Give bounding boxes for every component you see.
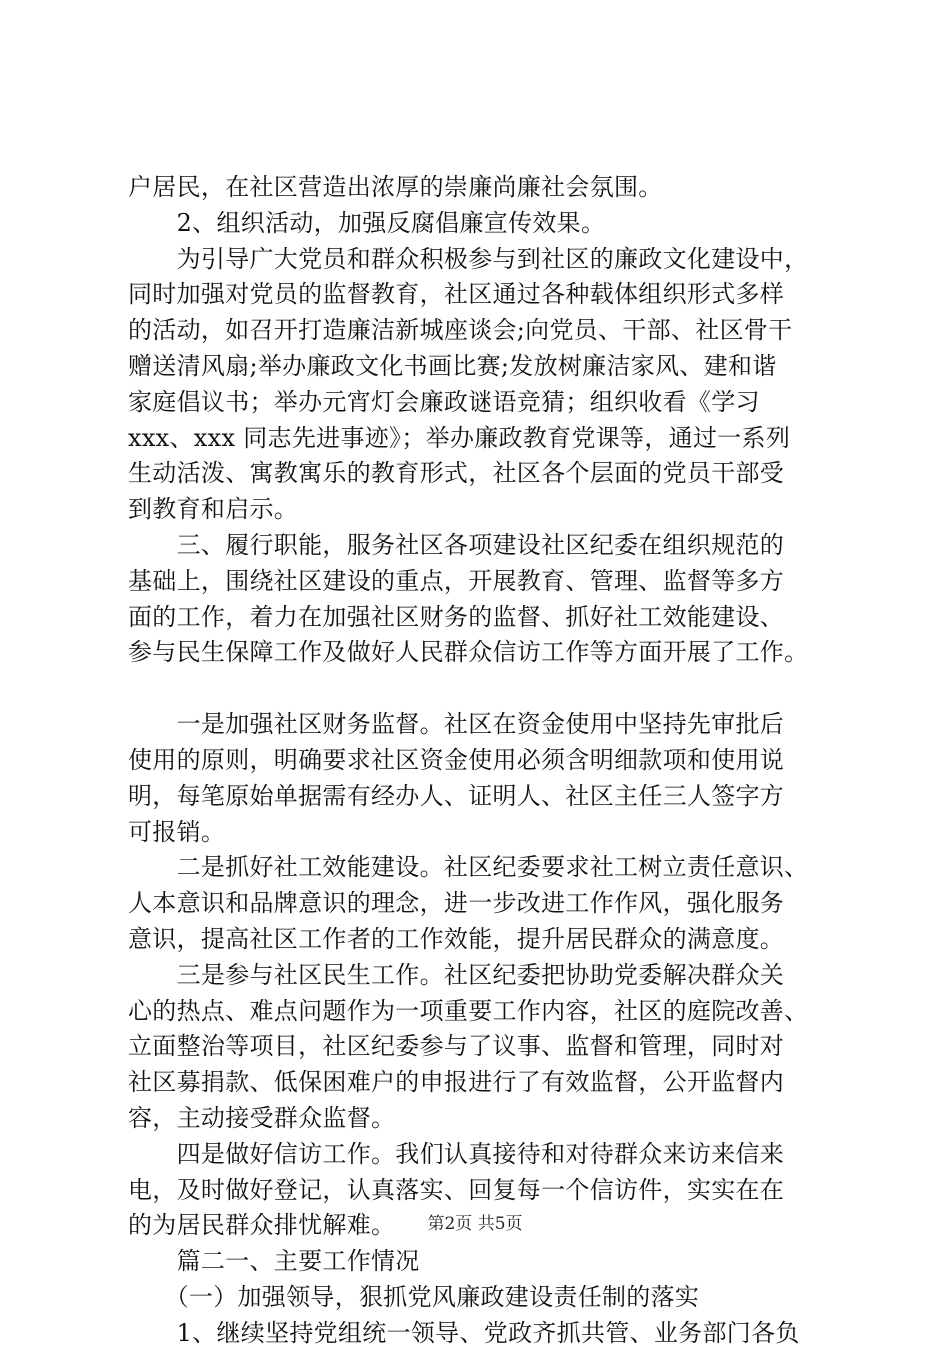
text-line: 社区募捐款、低保困难户的申报进行了有效监督，公开监督内 [128, 1068, 785, 1097]
text-line: 四是做好信访工作。我们认真接待和对待群众来访来信来 [128, 1139, 785, 1168]
text-line: 明，每笔原始单据需有经办人、证明人、社区主任三人签字方 [128, 781, 785, 810]
text-line: 使用的原则，明确要求社区资金使用必须含明细款项和使用说 [128, 745, 785, 774]
text-line: 篇二一、主要工作情况 [128, 1247, 420, 1276]
text-line: 可报销。 [128, 817, 226, 846]
text-line: （一）加强领导，狠抓党风廉政建设责任制的落实 [128, 1282, 700, 1311]
text-line: 二是抓好社工效能建设。社区纪委要求社工树立责任意识、 [128, 853, 809, 882]
text-line: 赠送清风扇;举办廉政文化书画比赛;发放树廉洁家风、建和谐 [128, 351, 777, 380]
text-line: 人本意识和品牌意识的理念，进一步改进工作作风，强化服务 [128, 889, 785, 918]
document-body [128, 170, 828, 1352]
text-line: 的为居民群众排忧解难。 [128, 1211, 396, 1240]
text-line: 到教育和启示。 [128, 495, 299, 524]
text-line: 意识，提高社区工作者的工作效能，提升居民群众的满意度。 [128, 924, 785, 953]
text-line: 电，及时做好登记，认真落实、回复每一个信访件，实实在在 [128, 1175, 785, 1204]
text-line: 1、继续坚持党组统一领导、党政齐抓共管、业务部门各负 [128, 1318, 800, 1347]
text-line: 户居民，在社区营造出浓厚的崇廉尚廉社会氛围。 [128, 173, 663, 201]
text-line: 参与民生保障工作及做好人民群众信访工作等方面开展了工作。 [128, 638, 809, 667]
text-line: 基础上，围绕社区建设的重点，开展教育、管理、监督等多方 [128, 566, 785, 595]
text-line: 同时加强对党员的监督教育，社区通过各种载体组织形式多样 [128, 280, 785, 309]
text-line: 生动活泼、寓教寓乐的教育形式，社区各个层面的党员干部受 [128, 459, 785, 488]
text-line: 面的工作，着力在加强社区财务的监督、抓好社工效能建设、 [128, 602, 785, 631]
text-line: 2、组织活动，加强反腐倡廉宣传效果。 [128, 208, 606, 237]
text-line: 的活动，如召开打造廉洁新城座谈会;向党员、干部、社区骨干 [128, 316, 793, 345]
text-line: 为引导广大党员和群众积极参与到社区的廉政文化建设中， [128, 244, 809, 273]
text-line: 三、履行职能，服务社区各项建设社区纪委在组织规范的 [128, 530, 785, 559]
text-line: xxx、xxx 同志先进事迹》；举办廉政教育党课等，通过一系列 [128, 423, 791, 452]
text-line: 立面整治等项目，社区纪委参与了议事、监督和管理，同时对 [128, 1032, 785, 1061]
text-line: 一是加强社区财务监督。社区在资金使用中坚持先审批后 [128, 710, 785, 739]
page-footer: 第2页 共5页 [427, 1214, 523, 1234]
text-line: 家庭倡议书；举办元宵灯会廉政谜语竞猜；组织收看《学习 [128, 387, 760, 416]
text-line: 三是参与社区民生工作。社区纪委把协助党委解决群众关 [128, 960, 785, 989]
text-line: 心的热点、难点问题作为一项重要工作内容，社区的庭院改善、 [128, 996, 809, 1025]
text-line: 容，主动接受群众监督。 [128, 1103, 396, 1132]
blank-line [128, 671, 828, 707]
